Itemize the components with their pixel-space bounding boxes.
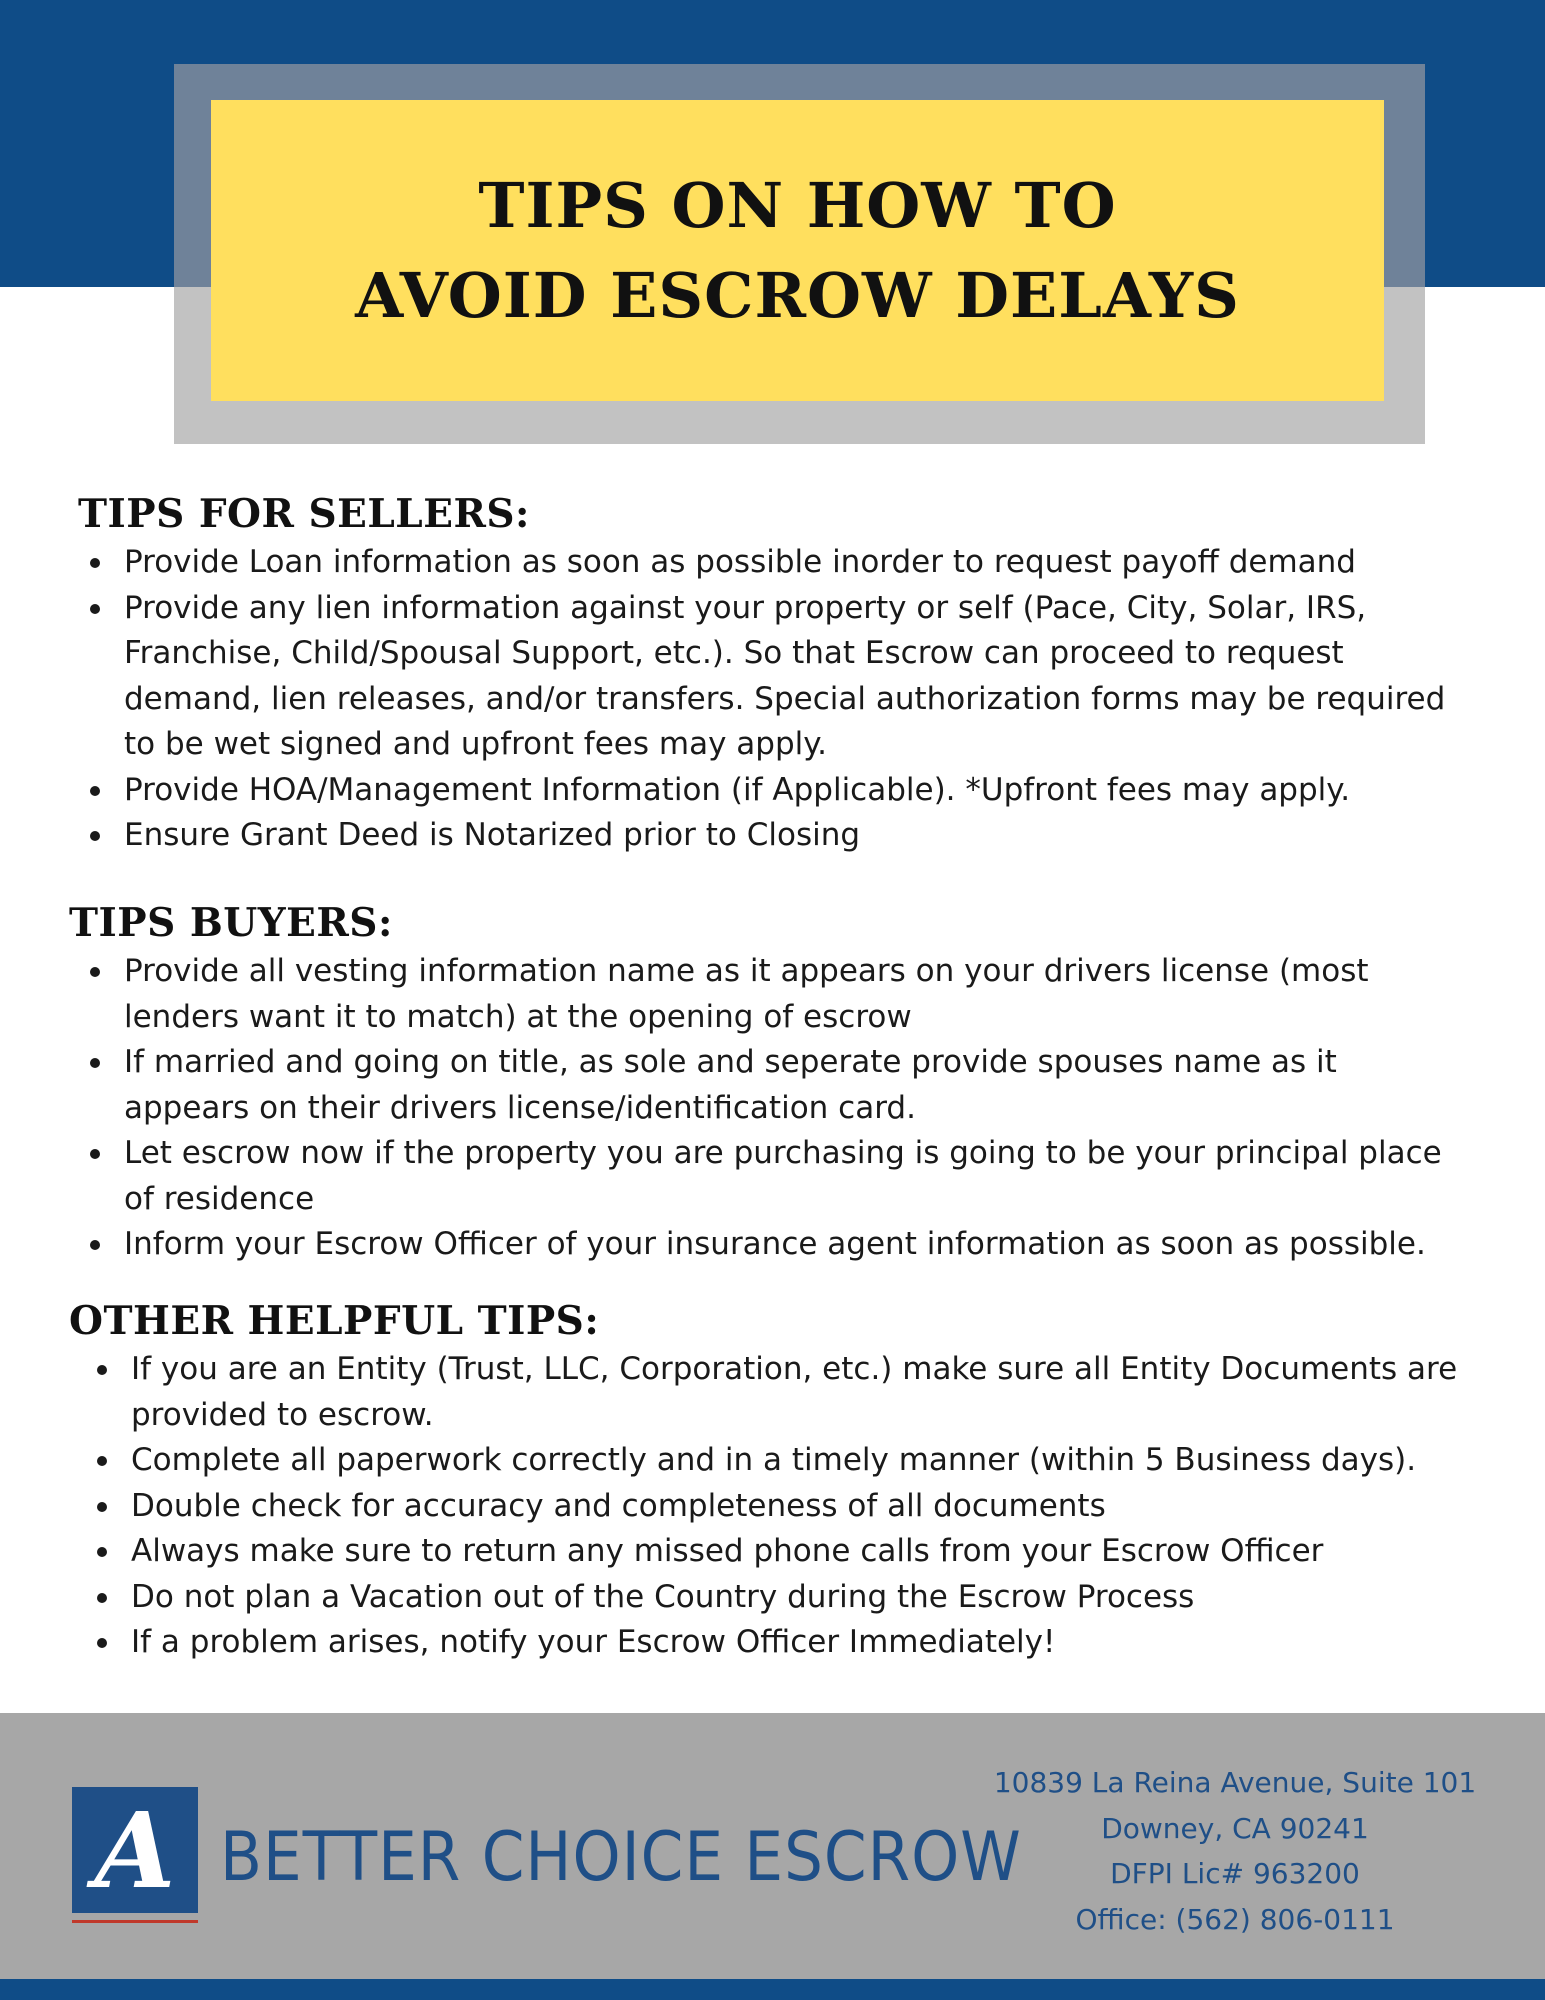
list-item-text: lenders want it to match) at the opening of escrow — [124, 998, 912, 1035]
list-item-text: appears on their drivers license/identification card. — [124, 1089, 916, 1126]
title-line-2: AVOID ESCROW DELAYS — [355, 258, 1240, 332]
bullet-icon — [97, 1593, 107, 1603]
bullet-icon — [90, 831, 100, 841]
list-item-text: Complete all paperwork correctly and in a timely manner (within 5 Business days). — [131, 1442, 1417, 1478]
list-item-text: Double check for accuracy and completeness of all documents — [131, 1487, 1106, 1524]
buyers-section — [0, 897, 1545, 1268]
list-item-text: If married and going on title, as sole and seperate provide spouses name as it — [124, 1044, 1337, 1080]
list-item — [0, 1438, 1545, 1484]
address-line-1: 10839 La Reina Avenue, Suite 101 — [993, 1766, 1477, 1799]
logo-underline — [72, 1920, 198, 1923]
bullet-icon — [90, 604, 100, 614]
list-item — [0, 1347, 1545, 1438]
sellers-heading: TIPS FOR SELLERS: — [78, 491, 530, 537]
bullet-icon — [97, 1365, 107, 1375]
list-item — [0, 540, 1545, 586]
list-item-text: Provide any lien information against your property or self (Pace, City, Solar, IRS, — [124, 589, 1367, 626]
list-item — [0, 1529, 1545, 1575]
list-item — [0, 813, 1545, 859]
list-item-text: of residence — [124, 1180, 315, 1217]
bullet-icon — [97, 1502, 107, 1512]
other-heading: OTHER HELPFUL TIPS: — [69, 1298, 600, 1344]
office-phone: Office: (562) 806-0111 — [1075, 1902, 1395, 1936]
list-item-text: If you are an Entity (Trust, LLC, Corporation, etc.) make sure all Entity Documents are — [131, 1351, 1458, 1387]
bullet-icon — [97, 1456, 107, 1466]
list-item-text: Do not plan a Vacation out of the Country during the Escrow Process — [131, 1578, 1195, 1615]
list-item — [0, 1131, 1545, 1222]
list-item — [0, 1484, 1545, 1530]
list-item-text: provided to escrow. — [131, 1396, 434, 1433]
contact-info — [990, 1760, 1480, 1942]
list-item — [0, 1575, 1545, 1621]
bullet-icon — [90, 1240, 100, 1250]
list-item — [0, 949, 1545, 1040]
other-list — [0, 1347, 1545, 1666]
list-item — [0, 586, 1545, 768]
footer-bottom-band — [0, 1979, 1545, 2000]
list-item-text: to be wet signed and upfront fees may apply. — [124, 726, 828, 762]
list-item-text: Ensure Grant Deed is Notarized prior to Closing — [124, 817, 861, 853]
license-number: DFPI Lic# 963200 — [1110, 1857, 1360, 1890]
brand-name: BETTER CHOICE ESCROW — [220, 1818, 1022, 1897]
list-item-text: Provide all vesting information name as it appears on your drivers license (most — [124, 953, 1369, 989]
logo-a-icon — [72, 1787, 198, 1913]
bullet-icon — [90, 1058, 100, 1068]
buyers-heading: TIPS BUYERS: — [69, 900, 393, 946]
list-item-text: Inform your Escrow Officer of your insurance agent information as soon as possible. — [124, 1226, 1426, 1262]
list-item-text: demand, lien releases, and/or transfers. Special authorization forms may be required — [124, 680, 1446, 717]
bullet-icon — [90, 1149, 100, 1159]
list-item — [0, 1620, 1545, 1666]
list-item-text: Provide HOA/Management Information (if Applicable). *Upfront fees may apply. — [124, 771, 1351, 808]
company-logo — [72, 1787, 198, 1913]
buyers-list — [0, 949, 1545, 1268]
list-item — [0, 768, 1545, 814]
other-section — [0, 1295, 1545, 1666]
bullet-icon — [97, 1638, 107, 1648]
sellers-list — [0, 540, 1545, 859]
list-item-text: Franchise, Child/Spousal Support, etc.). So that Escrow can proceed to request — [124, 635, 1344, 671]
list-item-text: Provide Loan information as soon as possible inorder to request payoff demand — [124, 544, 1356, 580]
sellers-section — [0, 488, 1545, 859]
title-line-1: TIPS ON HOW TO — [478, 168, 1117, 242]
list-item-text: Let escrow now if the property you are purchasing is going to be your principal place — [124, 1135, 1442, 1171]
list-item — [0, 1222, 1545, 1268]
bullet-icon — [90, 967, 100, 977]
title-box — [211, 100, 1384, 401]
list-item-text: Always make sure to return any missed phone calls from your Escrow Officer — [131, 1533, 1324, 1569]
bullet-icon — [90, 558, 100, 568]
bullet-icon — [97, 1547, 107, 1557]
bullet-icon — [90, 786, 100, 796]
svg-text:A: A — [94, 1789, 176, 1912]
list-item — [0, 1040, 1545, 1131]
list-item-text: If a problem arises, notify your Escrow Officer Immediately! — [131, 1624, 1056, 1660]
address-line-2: Downey, CA 90241 — [1101, 1811, 1369, 1845]
